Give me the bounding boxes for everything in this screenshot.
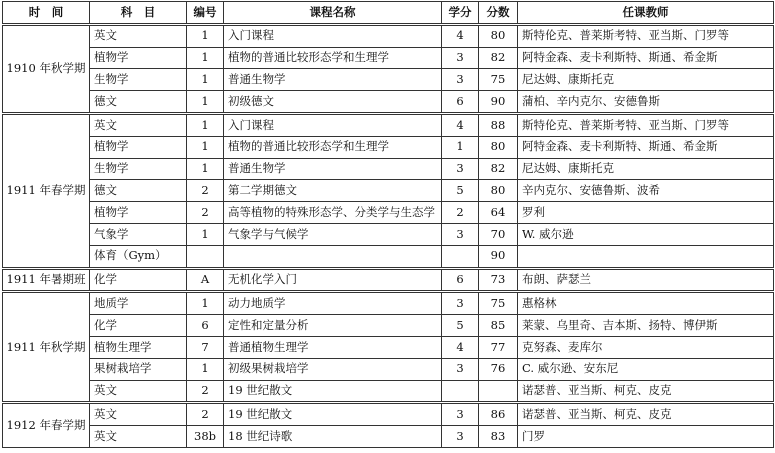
number-cell: 1 (187, 91, 224, 114)
subject-cell: 化学 (90, 315, 187, 337)
number-cell: 1 (187, 223, 224, 245)
subject-cell: 化学 (90, 268, 187, 292)
teacher-cell: 斯特伦克、普莱斯考特、亚当斯、门罗等 (518, 113, 774, 136)
subject-cell: 植物学 (90, 47, 187, 69)
credit-cell: 3 (442, 158, 479, 180)
credit-cell: 3 (442, 358, 479, 380)
score-cell: 85 (479, 315, 518, 337)
table-row (3, 136, 774, 158)
number-cell: 7 (187, 336, 224, 358)
teacher-cell: 阿特金森、麦卡利斯特、斯通、希金斯 (518, 47, 774, 69)
number-cell: 1 (187, 292, 224, 315)
score-cell: 90 (479, 245, 518, 268)
course-cell (224, 245, 442, 268)
course-cell: 初级德文 (224, 91, 442, 114)
credit-cell (442, 380, 479, 403)
table-row (3, 113, 774, 136)
score-cell: 80 (479, 180, 518, 202)
header-time: 时 间 (3, 2, 90, 25)
credit-cell: 3 (442, 403, 479, 426)
table-row (3, 158, 774, 180)
teacher-cell: 蒲柏、辛内克尔、安德鲁斯 (518, 91, 774, 114)
score-cell: 77 (479, 336, 518, 358)
teacher-cell: W. 威尔逊 (518, 223, 774, 245)
table-row (3, 180, 774, 202)
teacher-cell: 辛内克尔、安德鲁斯、波希 (518, 180, 774, 202)
table-row (3, 268, 774, 292)
header-course: 课程名称 (224, 2, 442, 25)
subject-cell: 植物生理学 (90, 336, 187, 358)
teacher-cell: 布朗、萨瑟兰 (518, 268, 774, 292)
subject-cell: 气象学 (90, 223, 187, 245)
course-cell: 19 世纪散文 (224, 380, 442, 403)
teacher-cell: 诺瑟普、亚当斯、柯克、皮克 (518, 403, 774, 426)
teacher-cell: 尼达姆、康斯托克 (518, 69, 774, 91)
subject-cell: 英文 (90, 403, 187, 426)
credit-cell: 4 (442, 113, 479, 136)
table-row (3, 380, 774, 403)
score-cell: 88 (479, 113, 518, 136)
credit-cell: 5 (442, 180, 479, 202)
number-cell (187, 245, 224, 268)
course-cell: 18 世纪诗歌 (224, 426, 442, 448)
score-cell: 73 (479, 268, 518, 292)
score-cell: 75 (479, 69, 518, 91)
course-cell: 普通生物学 (224, 158, 442, 180)
header-score: 分数 (479, 2, 518, 25)
subject-cell: 地质学 (90, 292, 187, 315)
teacher-cell: 阿特金森、麦卡利斯特、斯通、希金斯 (518, 136, 774, 158)
number-cell: 38b (187, 426, 224, 448)
number-cell: 1 (187, 113, 224, 136)
number-cell: 2 (187, 403, 224, 426)
teacher-cell: 惠格林 (518, 292, 774, 315)
term-cell: 1911 年秋学期 (3, 292, 90, 403)
number-cell: 2 (187, 202, 224, 224)
score-cell: 82 (479, 158, 518, 180)
number-cell: A (187, 268, 224, 292)
course-cell: 普通植物生理学 (224, 336, 442, 358)
subject-cell: 果树栽培学 (90, 358, 187, 380)
table-row (3, 315, 774, 337)
number-cell: 1 (187, 158, 224, 180)
credit-cell: 5 (442, 315, 479, 337)
teacher-cell: 诺瑟普、亚当斯、柯克、皮克 (518, 380, 774, 403)
subject-cell: 德文 (90, 180, 187, 202)
term-cell: 1911 年暑期班 (3, 268, 90, 292)
table-row (3, 223, 774, 245)
table-row (3, 336, 774, 358)
header-teacher: 任课教师 (518, 2, 774, 25)
course-cell: 初级果树栽培学 (224, 358, 442, 380)
table-row (3, 245, 774, 268)
score-cell: 64 (479, 202, 518, 224)
term-cell: 1912 年春学期 (3, 403, 90, 448)
table-row (3, 403, 774, 426)
credit-cell: 3 (442, 292, 479, 315)
number-cell: 1 (187, 24, 224, 47)
teacher-cell: 莱蒙、乌里奇、吉本斯、扬特、博伊斯 (518, 315, 774, 337)
course-cell: 普通生物学 (224, 69, 442, 91)
term-cell: 1910 年秋学期 (3, 24, 90, 113)
teacher-cell: 罗利 (518, 202, 774, 224)
score-cell: 86 (479, 403, 518, 426)
subject-cell: 英文 (90, 113, 187, 136)
subject-cell: 植物学 (90, 202, 187, 224)
credit-cell: 6 (442, 268, 479, 292)
number-cell: 2 (187, 380, 224, 403)
course-cell: 植物的普通比较形态学和生理学 (224, 47, 442, 69)
table-row (3, 292, 774, 315)
course-cell: 入门课程 (224, 113, 442, 136)
table-row (3, 426, 774, 448)
credit-cell: 3 (442, 223, 479, 245)
subject-cell: 体育（Gym） (90, 245, 187, 268)
transcript-table (2, 1, 774, 448)
table-row (3, 358, 774, 380)
credit-cell: 4 (442, 24, 479, 47)
table-row (3, 91, 774, 114)
credit-cell: 3 (442, 69, 479, 91)
credit-cell: 3 (442, 426, 479, 448)
header-credit: 学分 (442, 2, 479, 25)
subject-cell: 植物学 (90, 136, 187, 158)
subject-cell: 德文 (90, 91, 187, 114)
number-cell: 1 (187, 358, 224, 380)
course-cell: 19 世纪散文 (224, 403, 442, 426)
number-cell: 1 (187, 136, 224, 158)
score-cell: 83 (479, 426, 518, 448)
course-cell: 高等植物的特殊形态学、分类学与生态学 (224, 202, 442, 224)
table-body (3, 24, 774, 447)
score-cell: 90 (479, 91, 518, 114)
course-cell: 入门课程 (224, 24, 442, 47)
header-row (3, 2, 774, 25)
number-cell: 2 (187, 180, 224, 202)
score-cell: 76 (479, 358, 518, 380)
subject-cell: 英文 (90, 426, 187, 448)
table-row (3, 47, 774, 69)
course-cell: 植物的普通比较形态学和生理学 (224, 136, 442, 158)
teacher-cell: 斯特伦克、普莱斯考特、亚当斯、门罗等 (518, 24, 774, 47)
number-cell: 6 (187, 315, 224, 337)
teacher-cell: 门罗 (518, 426, 774, 448)
subject-cell: 英文 (90, 380, 187, 403)
credit-cell (442, 245, 479, 268)
course-cell: 定性和定量分析 (224, 315, 442, 337)
score-cell: 75 (479, 292, 518, 315)
score-cell: 80 (479, 136, 518, 158)
course-cell: 动力地质学 (224, 292, 442, 315)
credit-cell: 6 (442, 91, 479, 114)
credit-cell: 3 (442, 47, 479, 69)
credit-cell: 4 (442, 336, 479, 358)
teacher-cell: 尼达姆、康斯托克 (518, 158, 774, 180)
number-cell: 1 (187, 69, 224, 91)
table-row (3, 69, 774, 91)
subject-cell: 生物学 (90, 158, 187, 180)
score-cell: 70 (479, 223, 518, 245)
subject-cell: 英文 (90, 24, 187, 47)
teacher-cell (518, 245, 774, 268)
number-cell: 1 (187, 47, 224, 69)
credit-cell: 1 (442, 136, 479, 158)
header-number: 编号 (187, 2, 224, 25)
course-cell: 第二学期德文 (224, 180, 442, 202)
subject-cell: 生物学 (90, 69, 187, 91)
course-cell: 气象学与气候学 (224, 223, 442, 245)
table-row (3, 24, 774, 47)
credit-cell: 2 (442, 202, 479, 224)
teacher-cell: 克努森、麦库尔 (518, 336, 774, 358)
teacher-cell: C. 威尔逊、安东尼 (518, 358, 774, 380)
score-cell: 82 (479, 47, 518, 69)
table-row (3, 202, 774, 224)
score-cell: 80 (479, 24, 518, 47)
course-cell: 无机化学入门 (224, 268, 442, 292)
score-cell (479, 380, 518, 403)
header-subject: 科 目 (90, 2, 187, 25)
term-cell: 1911 年春学期 (3, 113, 90, 268)
